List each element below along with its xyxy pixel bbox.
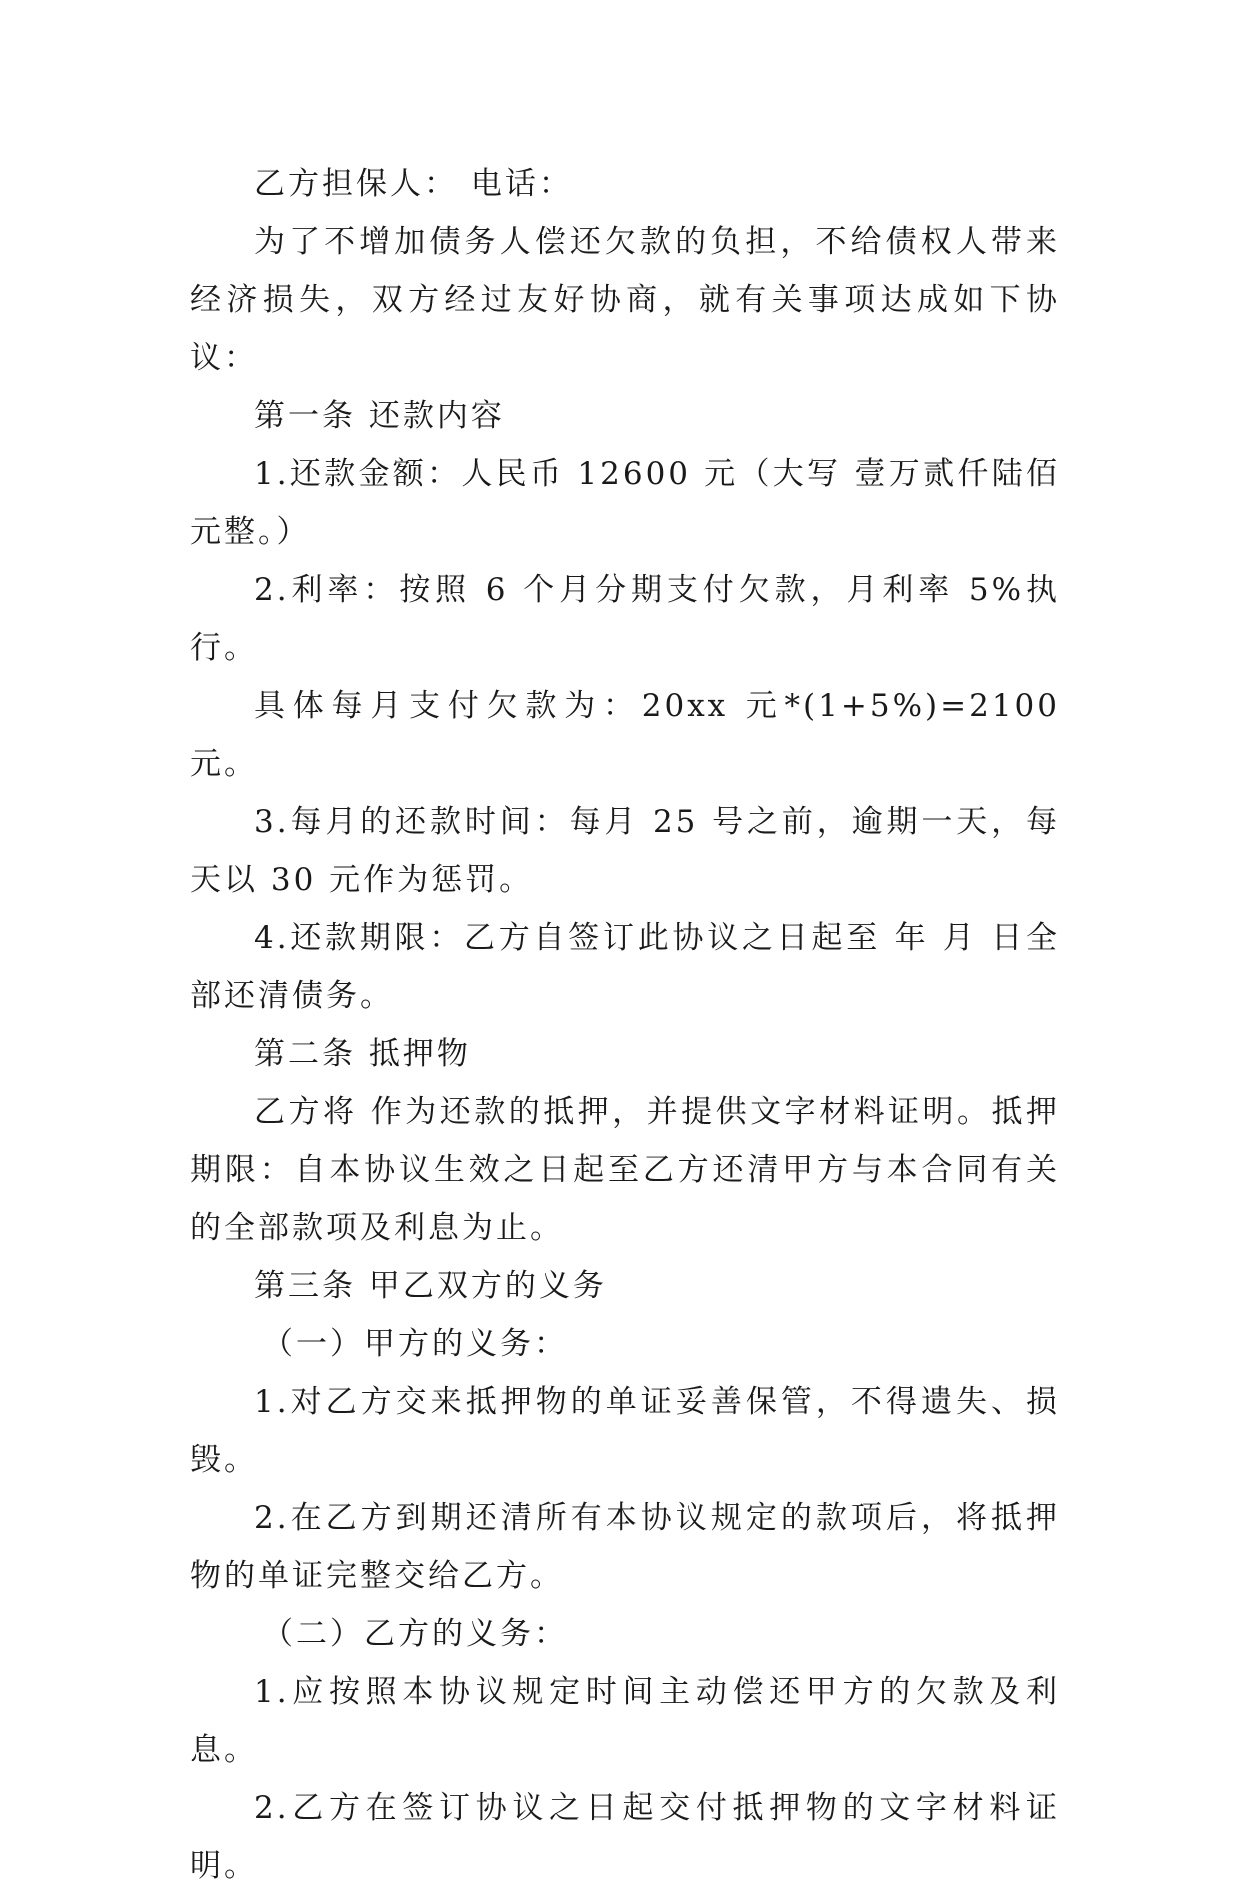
- party-b-obligation-1: 1.应按照本协议规定时间主动偿还甲方的欠款及利息。: [190, 1674, 1060, 1768]
- preamble-paragraph: 为了不增加债务人偿还欠款的负担，不给债权人带来经济损失，双方经过友好协商，就有关事项达成如下协议：: [190, 224, 1060, 376]
- party-a-obligations-heading: （一）甲方的义务：: [262, 1326, 568, 1362]
- document-body: [190, 155, 1060, 1895]
- clause-monthly-payment: 具体每月支付欠款为：20xx 元*(1+5%)=2100 元。: [190, 688, 1060, 782]
- clause-repayment-time: 3.每月的还款时间：每月 25 号之前，逾期一天，每天以 30 元作为惩罚。: [190, 804, 1060, 898]
- clause-repayment-amount: 1.还款金额：人民币 12600 元（大写 壹万贰仟陆佰元整。）: [190, 456, 1060, 550]
- article-1-heading: 第一条 还款内容: [254, 398, 505, 434]
- article-3-heading: 第三条 甲乙双方的义务: [254, 1268, 607, 1304]
- clause-collateral: 乙方将 作为还款的抵押，并提供文字材料证明。抵押期限：自本协议生效之日起至乙方还清甲方与本合同有关的全部款项及利息为止。: [190, 1094, 1060, 1246]
- party-a-obligation-2: 2.在乙方到期还清所有本协议规定的款项后，将抵押物的单证完整交给乙方。: [190, 1500, 1060, 1594]
- clause-interest-rate: 2.利率：按照 6 个月分期支付欠款，月利率 5%执行。: [190, 572, 1060, 666]
- party-a-obligation-1: 1.对乙方交来抵押物的单证妥善保管，不得遗失、损毁。: [190, 1384, 1060, 1478]
- article-2-heading: 第二条 抵押物: [254, 1036, 471, 1072]
- clause-repayment-deadline: 4.还款期限：乙方自签订此协议之日起至 年 月 日全部还清债务。: [190, 920, 1060, 1014]
- party-b-obligation-2: 2.乙方在签订协议之日起交付抵押物的文字材料证明。: [190, 1790, 1060, 1884]
- guarantor-line: 乙方担保人： 电话：: [254, 166, 573, 202]
- party-b-obligations-heading: （二）乙方的义务：: [262, 1616, 568, 1652]
